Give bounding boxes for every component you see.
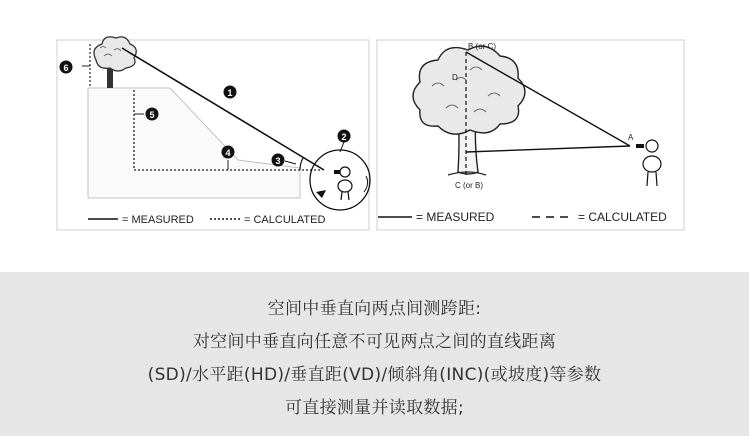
caption-line-2: 对空间中垂直向任意不可见两点之间的直线距离	[192, 332, 557, 352]
rotation-arrow-icon	[316, 190, 326, 198]
caption-line-4: 可直接测量并读取数据;	[284, 398, 465, 418]
angle-arc	[300, 158, 303, 170]
caption-line-3: (SD)/水平距(HD)/垂直距(VD)/倾斜角(INC)(或坡度)等参数	[147, 365, 602, 385]
label-b-or-c: B (or C)	[468, 42, 496, 51]
left-diagram	[57, 37, 370, 230]
marker-1-label: 1	[227, 88, 233, 98]
marker-3-label: 3	[275, 156, 281, 166]
label-c-or-b: C (or B)	[455, 181, 483, 190]
marker-3-leader	[285, 161, 296, 164]
legend-measured-label: = MEASURED	[416, 210, 495, 224]
caption-line-1: 空间中垂直向两点间测跨距:	[267, 299, 482, 319]
rotation-mark	[364, 176, 368, 192]
legend-calculated-label: = CALCULATED	[244, 214, 326, 226]
tree-icon	[94, 37, 136, 88]
label-a: A	[628, 133, 634, 142]
marker-5-label: 5	[149, 110, 155, 120]
right-diagram	[377, 40, 684, 230]
legend-calculated-label: = CALCULATED	[578, 210, 667, 224]
label-d: D	[452, 73, 458, 82]
large-tree-icon	[413, 46, 525, 175]
caption-panel	[0, 272, 749, 436]
observer-figure-icon	[636, 140, 661, 186]
legend-measured-label: = MEASURED	[122, 214, 194, 226]
marker-6-label: 6	[63, 63, 69, 73]
measured-line-bottom	[466, 146, 630, 152]
observer-circle	[310, 150, 370, 210]
hill-outline	[88, 88, 300, 198]
observer-figure-icon	[334, 167, 352, 200]
marker-2-label: 2	[341, 132, 347, 142]
marker-4-label: 4	[225, 148, 231, 158]
